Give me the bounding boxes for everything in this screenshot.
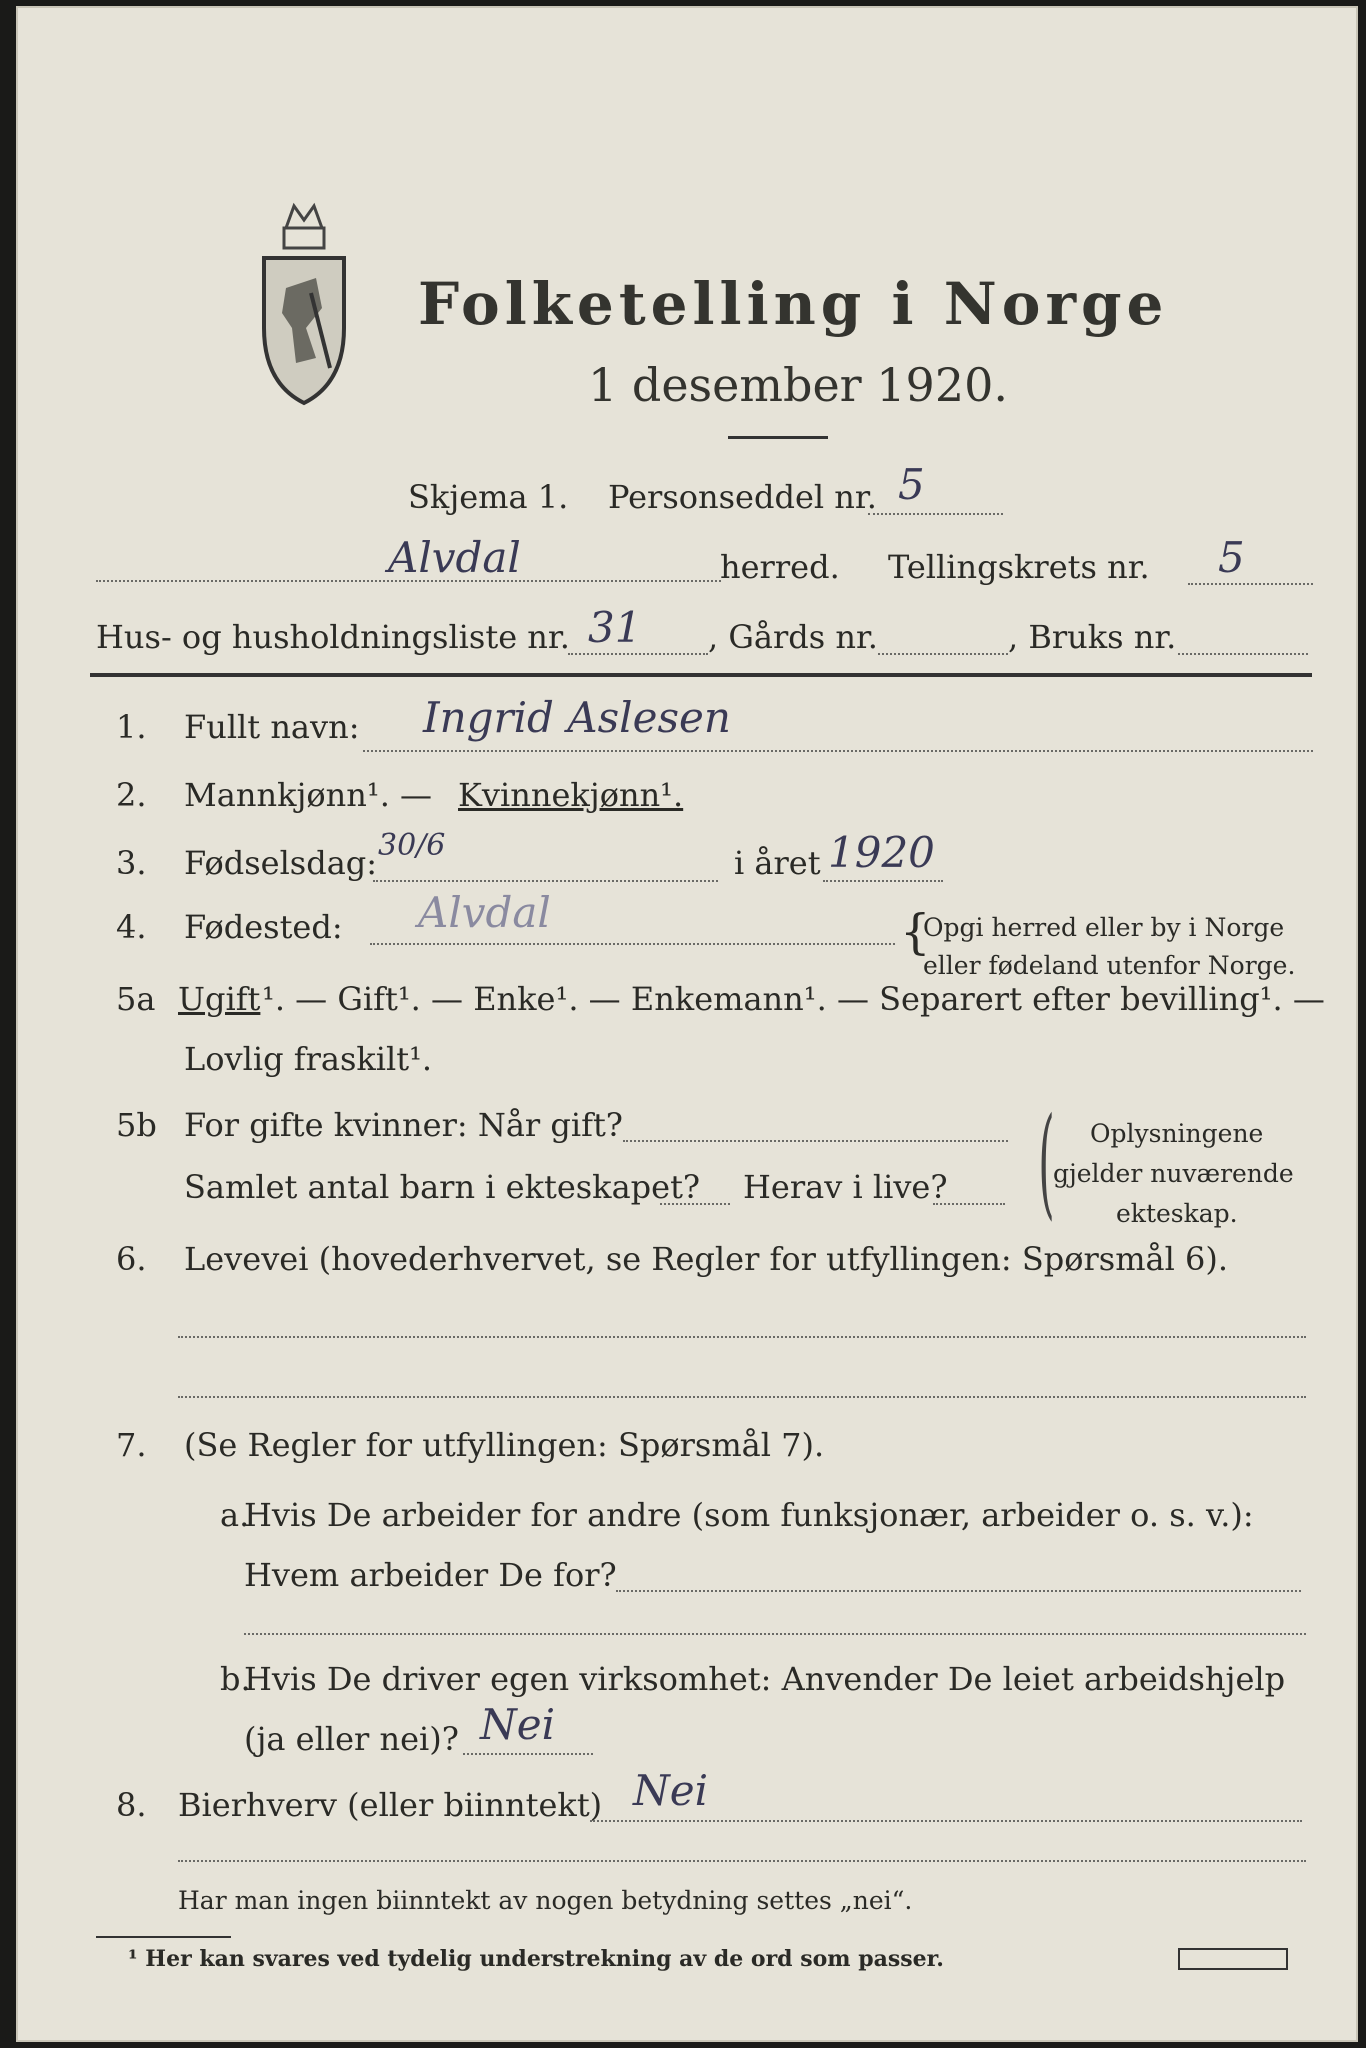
q4-label: Fødested:	[184, 908, 343, 946]
q7b-number: b.	[220, 1660, 251, 1698]
q7b-line	[463, 1753, 593, 1755]
printer-stamp	[1178, 1948, 1288, 1970]
q5b-number: 5b	[116, 1106, 157, 1144]
personseddel-label: Personseddel nr.	[608, 478, 877, 516]
q4-note-line2: eller fødeland utenfor Norge.	[923, 951, 1296, 980]
footnote-rule	[96, 1936, 231, 1938]
footnote: ¹ Her kan svares ved tydelig understrekning av de ord som passer.	[128, 1946, 944, 1972]
q2-female-option[interactable]: Kvinnekjønn¹.	[458, 776, 684, 814]
tellingskrets-value[interactable]: 5	[1218, 533, 1245, 582]
herred-label: herred.	[720, 548, 840, 586]
q1-full-name[interactable]: Ingrid Aslesen	[423, 693, 731, 742]
census-date: 1 desember 1920.	[588, 358, 1008, 412]
q8-number: 8.	[116, 1786, 147, 1824]
q1-line	[363, 750, 1313, 752]
q8-answer[interactable]: Nei	[633, 1766, 709, 1815]
q7a-number: a.	[220, 1496, 250, 1534]
herred-value[interactable]: Alvdal	[388, 533, 521, 582]
q3-year-label: i året	[734, 844, 821, 882]
q5a-fraskilt-option[interactable]: Lovlig fraskilt¹.	[184, 1040, 433, 1078]
q5a-number: 5a	[116, 980, 156, 1018]
skjema-label: Skjema 1.	[408, 478, 569, 516]
personseddel-value[interactable]: 5	[898, 460, 925, 509]
q5b-alive-label: Herav i live?	[743, 1168, 948, 1206]
q5a-options[interactable]: ¹. — Gift¹. — Enke¹. — Enkemann¹. — Separert efter bevilling¹. —	[262, 980, 1325, 1018]
q1-number: 1.	[116, 708, 147, 746]
q7a-employer-label: Hvem arbeider De for?	[244, 1556, 617, 1594]
q4-number: 4.	[116, 908, 147, 946]
gards-label: , Gårds nr.	[708, 618, 878, 656]
q2-male-option[interactable]: Mannkjønn¹. —	[184, 776, 433, 814]
q5b-note-line3: ekteskap.	[1116, 1199, 1238, 1228]
q2-number: 2.	[116, 776, 147, 814]
q6-number: 6.	[116, 1240, 147, 1278]
q5b-children-line	[660, 1203, 730, 1205]
q3-number: 3.	[116, 844, 147, 882]
q1-label: Fullt navn:	[184, 708, 360, 746]
q4-line	[370, 943, 895, 945]
q5b-married-when-line	[623, 1140, 1008, 1142]
q7b-label2: (ja eller nei)?	[244, 1720, 459, 1758]
q7b-label: Hvis De driver egen virksomhet: Anvender De leiet arbeidshjelp	[244, 1660, 1286, 1698]
q7a-label: Hvis De arbeider for andre (som funksjonær, arbeider o. s. v.):	[244, 1496, 1254, 1534]
gards-line	[878, 653, 1008, 655]
q5b-note-line2: gjelder nuværende	[1053, 1159, 1294, 1188]
q7-number: 7.	[116, 1426, 147, 1464]
header-rule	[90, 673, 1312, 677]
q6-line1[interactable]	[178, 1336, 1306, 1338]
personseddel-line	[868, 513, 1003, 515]
q5a-ugift-option[interactable]: Ugift	[178, 980, 261, 1018]
q7-label: (Se Regler for utfyllingen: Spørsmål 7).	[184, 1426, 825, 1464]
q4-birthplace[interactable]: Alvdal	[418, 888, 551, 937]
tellingskrets-label: Tellingskrets nr.	[888, 548, 1150, 586]
q8-label: Bierhverv (eller biinntekt)	[178, 1786, 603, 1824]
tellingskrets-line	[1188, 583, 1313, 585]
q5b-brace: (	[1038, 1093, 1055, 1232]
q3-birth-year[interactable]: 1920	[828, 828, 935, 877]
bruks-label: , Bruks nr.	[1008, 618, 1177, 656]
q5b-note-line1: Oplysningene	[1090, 1119, 1264, 1148]
q3-line	[373, 880, 718, 882]
q5b-children-label: Samlet antal barn i ekteskapet?	[184, 1168, 701, 1206]
q5b-married-when-label: For gifte kvinner: Når gift?	[184, 1106, 623, 1144]
title-divider	[728, 436, 828, 439]
q7b-answer[interactable]: Nei	[480, 1700, 556, 1749]
q7a-employer-line[interactable]	[616, 1590, 1301, 1592]
q4-note-line1: Opgi herred eller by i Norge	[923, 913, 1285, 942]
q3-year-line	[823, 880, 943, 882]
hus-value[interactable]: 31	[588, 603, 642, 652]
bruks-line	[1178, 653, 1308, 655]
hus-line	[568, 653, 708, 655]
q8-line	[590, 1820, 1302, 1822]
q6-label: Levevei (hovederhvervet, se Regler for utfyllingen: Spørsmål 6).	[184, 1240, 1229, 1278]
form-title: Folketelling i Norge	[418, 270, 1169, 338]
q3-label: Fødselsdag:	[184, 844, 378, 882]
q4-brace: {	[900, 904, 931, 960]
norwegian-coat-of-arms-icon	[256, 198, 352, 408]
hus-label: Hus- og husholdningsliste nr.	[96, 618, 570, 656]
q8-extra-line[interactable]	[178, 1860, 1306, 1862]
q6-line2[interactable]	[178, 1396, 1306, 1398]
census-form-page	[16, 6, 1358, 2042]
q7a-extra-line[interactable]	[244, 1633, 1306, 1635]
q5b-alive-line	[933, 1203, 1005, 1205]
q3-birthday[interactable]: 30/6	[378, 828, 446, 863]
footer-note: Har man ingen biinntekt av nogen betydning settes „nei“.	[178, 1886, 913, 1915]
